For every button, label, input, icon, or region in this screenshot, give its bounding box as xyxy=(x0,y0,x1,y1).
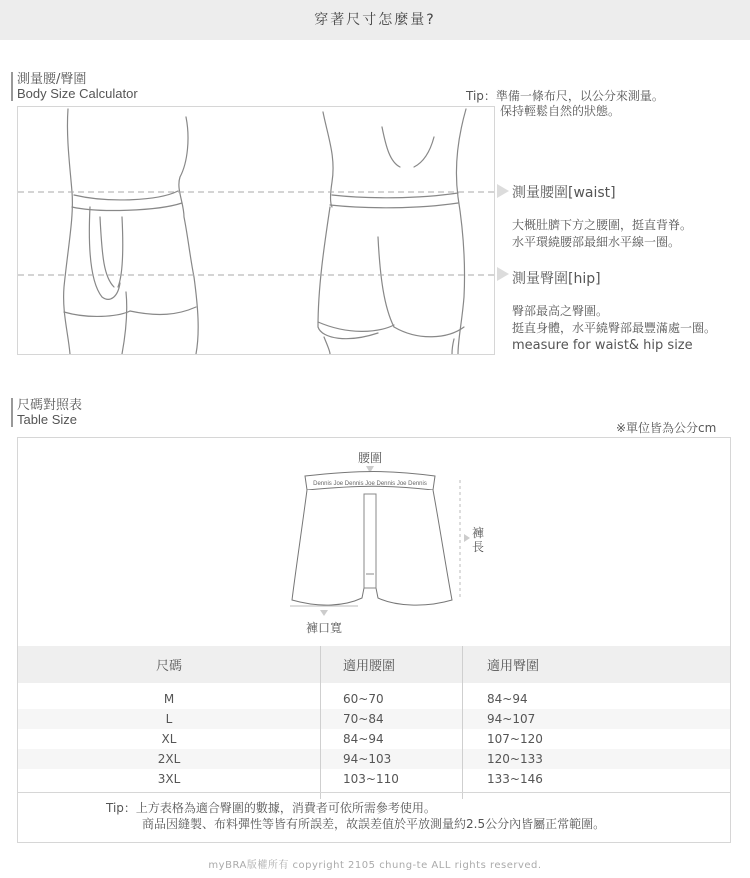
body-illustration xyxy=(18,107,494,354)
row-waist: 94~103 xyxy=(321,749,463,769)
body-illustration-box xyxy=(17,106,495,355)
measure-tip xyxy=(466,88,664,104)
measure-tip-line2: 保持輕鬆自然的狀態。 xyxy=(500,104,621,118)
size-table-header-row xyxy=(18,646,730,683)
waist-diagram-label: 腰圍 xyxy=(358,451,383,465)
row-hip: 133~146 xyxy=(463,769,731,789)
size-table-section-heading xyxy=(11,398,82,427)
size-heading-en: Table Size xyxy=(17,412,77,427)
hip-arrow-icon xyxy=(497,267,509,281)
measurement-arrows xyxy=(494,182,512,292)
length-diagram-label: 褲長 xyxy=(472,526,485,554)
header-waist: 適用腰圍 xyxy=(321,646,463,683)
measure-tip-line1: 準備一條布尺，以公分來測量。 xyxy=(495,89,664,103)
row-waist: 84~94 xyxy=(321,729,463,749)
row-hip: 120~133 xyxy=(463,749,731,769)
row-waist: 70~84 xyxy=(321,709,463,729)
row-size: 3XL xyxy=(157,772,181,786)
row-size: L xyxy=(18,709,321,729)
table-row xyxy=(18,729,730,749)
footer-copyright: myBRA版權所有 copyright 2105 chung-te ALL rights reserved. xyxy=(208,860,542,871)
measure-heading-en: Body Size Calculator xyxy=(17,86,138,101)
front-body-outline xyxy=(64,109,466,354)
header-hip: 適用臀圍 xyxy=(463,646,731,683)
hip-line1: 臀部最高之臀圍。 xyxy=(512,304,609,318)
table-tip-prefix: Tip： xyxy=(106,801,136,815)
size-table xyxy=(18,646,730,799)
table-row xyxy=(18,769,730,789)
waist-title: 測量腰圍[waist] xyxy=(512,185,616,201)
banner-title: 穿著尺寸怎麼量? xyxy=(314,12,436,28)
hip-line2: 挺直身體，水平繞臀部最豐滿處一圈。 xyxy=(512,321,717,335)
table-row xyxy=(18,689,730,709)
waist-arrow-icon xyxy=(497,184,509,198)
page-banner xyxy=(0,0,750,40)
row-hip: 94~107 xyxy=(463,709,731,729)
table-tip-line1: 上方表格為適合臀圍的數據，消費者可依所需參考使用。 xyxy=(135,801,436,815)
leg-marker-icon xyxy=(320,610,328,616)
shorts-diagram xyxy=(280,448,500,638)
hip-title: 測量臀圍[hip] xyxy=(512,271,601,287)
measure-tip-prefix: Tip： xyxy=(466,89,496,103)
row-size: 2XL xyxy=(18,749,321,769)
unit-note: ※單位皆為公分cm xyxy=(616,421,717,435)
row-hip: 107~120 xyxy=(463,729,731,749)
length-marker-icon xyxy=(464,534,470,542)
table-tip-divider xyxy=(18,792,730,793)
leg-diagram-label: 褲口寬 xyxy=(306,621,343,635)
row-hip: 84~94 xyxy=(463,689,731,709)
table-row xyxy=(18,749,730,769)
row-waist: 103~110 xyxy=(321,769,463,789)
table-tip-line2: 商品因縫製、布料彈性等皆有所誤差，故誤差值於平放測量約2.5公分內皆屬正常範圍。 xyxy=(142,817,606,831)
row-waist: 60~70 xyxy=(321,689,463,709)
waist-line1: 大概肚臍下方之腰圍，挺直背脊。 xyxy=(512,218,693,232)
measure-heading-zh: 測量腰/臀圍 xyxy=(17,72,87,87)
waist-line2: 水平環繞腰部最細水平線一圈。 xyxy=(512,235,681,249)
measure-section-heading xyxy=(11,72,138,101)
table-row xyxy=(18,709,730,729)
row-size: M xyxy=(163,692,175,706)
waistband-text: Dennis Joe Dennis Joe Dennis Joe Dennis xyxy=(313,481,427,487)
hip-line3: measure for waist& hip size xyxy=(512,338,693,353)
size-heading-zh: 尺碼對照表 xyxy=(17,398,83,413)
header-size: 尺碼 xyxy=(18,646,321,683)
table-tip xyxy=(106,800,436,816)
row-size: XL xyxy=(161,732,177,746)
